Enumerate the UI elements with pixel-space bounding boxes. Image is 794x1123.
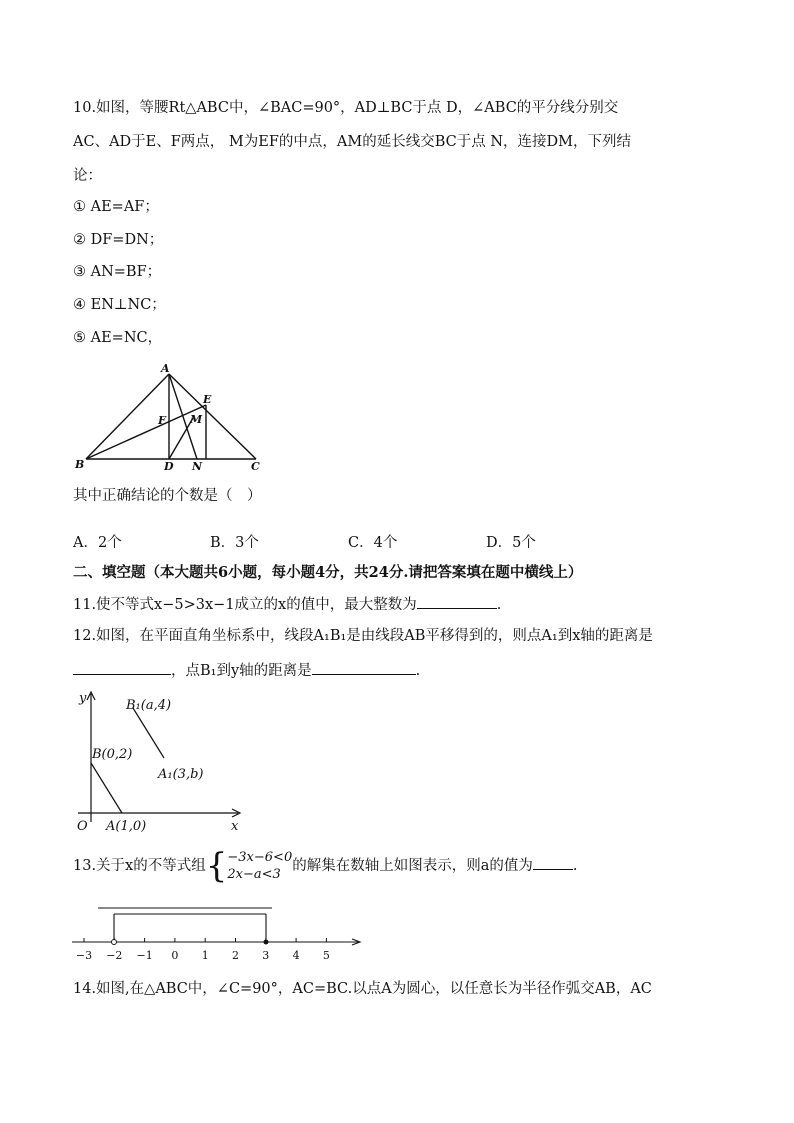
label-B: B: [75, 458, 85, 471]
label-N: N: [192, 460, 203, 473]
triangle-figure: [70, 360, 270, 475]
tick-label: 4: [292, 949, 300, 962]
point-a-label: A(1,0): [106, 819, 147, 834]
q10-item-3: ③ AN=BF；: [73, 264, 162, 280]
label-A: A: [161, 362, 170, 375]
q10-line1: 10.如图，等腰Rt△ABC中，∠BAC=90°，AD⊥BC于点 D，∠ABC的平分线分别交: [73, 100, 619, 116]
tick-label: 5: [322, 949, 330, 962]
q10-question: 其中正确结论的个数是（ ）: [73, 488, 262, 504]
q12-answer-blank-1[interactable]: [73, 660, 171, 675]
tick-label: 1: [201, 949, 209, 962]
q13-prefix: 13.关于x的不等式组: [73, 858, 206, 874]
q13-answer-blank[interactable]: [533, 855, 573, 870]
q10-line2: AC、AD于E、F两点， M为EF的中点，AM的延长线交BC于点 N，连接DM，下列结: [73, 134, 632, 150]
label-E: E: [203, 393, 212, 406]
label-C: C: [251, 460, 260, 473]
q12-line2: [73, 660, 420, 681]
tick-label: 3: [262, 949, 270, 962]
tick-label: −3: [75, 949, 93, 962]
q10-item-1: ① AE=AF；: [73, 199, 159, 215]
closed-point-3: [264, 940, 269, 945]
section-heading: 二、填空题（本大题共6小题，每小题4分，共24分.请把答案填在题中横线上）: [73, 564, 583, 581]
q11-answer-blank[interactable]: [417, 594, 497, 609]
point-b-label: B(0,2): [92, 747, 133, 762]
tick-label: 0: [171, 949, 179, 962]
tick-label: 2: [232, 949, 239, 962]
q13: [73, 848, 577, 884]
q11: [73, 594, 501, 615]
q13-end: .: [572, 858, 578, 874]
origin-label: O: [77, 819, 88, 834]
label-M: M: [190, 413, 203, 426]
q12-line1: 12.如图，在平面直角坐标系中，线段A₁B₁是由线段AB平移得到的，则点A₁到x轴的距离是: [73, 628, 653, 644]
brace-icon: {: [205, 846, 228, 886]
number-line-figure: [70, 902, 370, 966]
q12-line2-end: .: [415, 663, 421, 679]
choice-c: C．4个: [348, 535, 398, 551]
q13-inequality-2: 2x−a<3: [227, 867, 281, 882]
q12-answer-blank-2[interactable]: [312, 660, 416, 675]
axis-y-label: y: [79, 691, 87, 706]
label-D: D: [164, 460, 174, 473]
tick-label: −2: [106, 949, 123, 962]
coordinate-figure: [70, 688, 250, 838]
q10-line3: 论：: [73, 168, 102, 184]
q14-line1: 14.如图,在△ABC中，∠C=90°，AC=BC.以点A为圆心，以任意长为半径作弧交AB，AC: [73, 981, 652, 997]
point-a1-label: A₁(3,b): [158, 767, 204, 782]
inequality-system: [227, 849, 292, 883]
label-F: F: [158, 414, 166, 427]
open-point-minus-2: [112, 940, 117, 945]
q10-item-4: ④ EN⊥NC；: [73, 297, 166, 313]
q12-line2-mid: ，点B₁到y轴的距离是: [171, 663, 312, 679]
q13-inequality-1: −3x−6<0: [227, 850, 293, 865]
tick-label: −1: [136, 949, 153, 962]
q10-item-5: ⑤ AE=NC，: [73, 330, 163, 346]
axis-x-label: x: [231, 819, 239, 834]
choice-b: B．3个: [210, 535, 259, 551]
choice-d: D．5个: [486, 535, 536, 551]
q13-suffix: 的解集在数轴上如图表示，则a的值为: [292, 858, 533, 874]
point-b1-label: B₁(a,4): [126, 698, 172, 713]
choice-a: A．2个: [73, 535, 122, 551]
q11-text: 11.使不等式x−5>3x−1成立的x的值中，最大整数为: [73, 597, 417, 613]
q10-item-2: ② DF=DN；: [73, 232, 164, 248]
q11-end: .: [496, 597, 502, 613]
